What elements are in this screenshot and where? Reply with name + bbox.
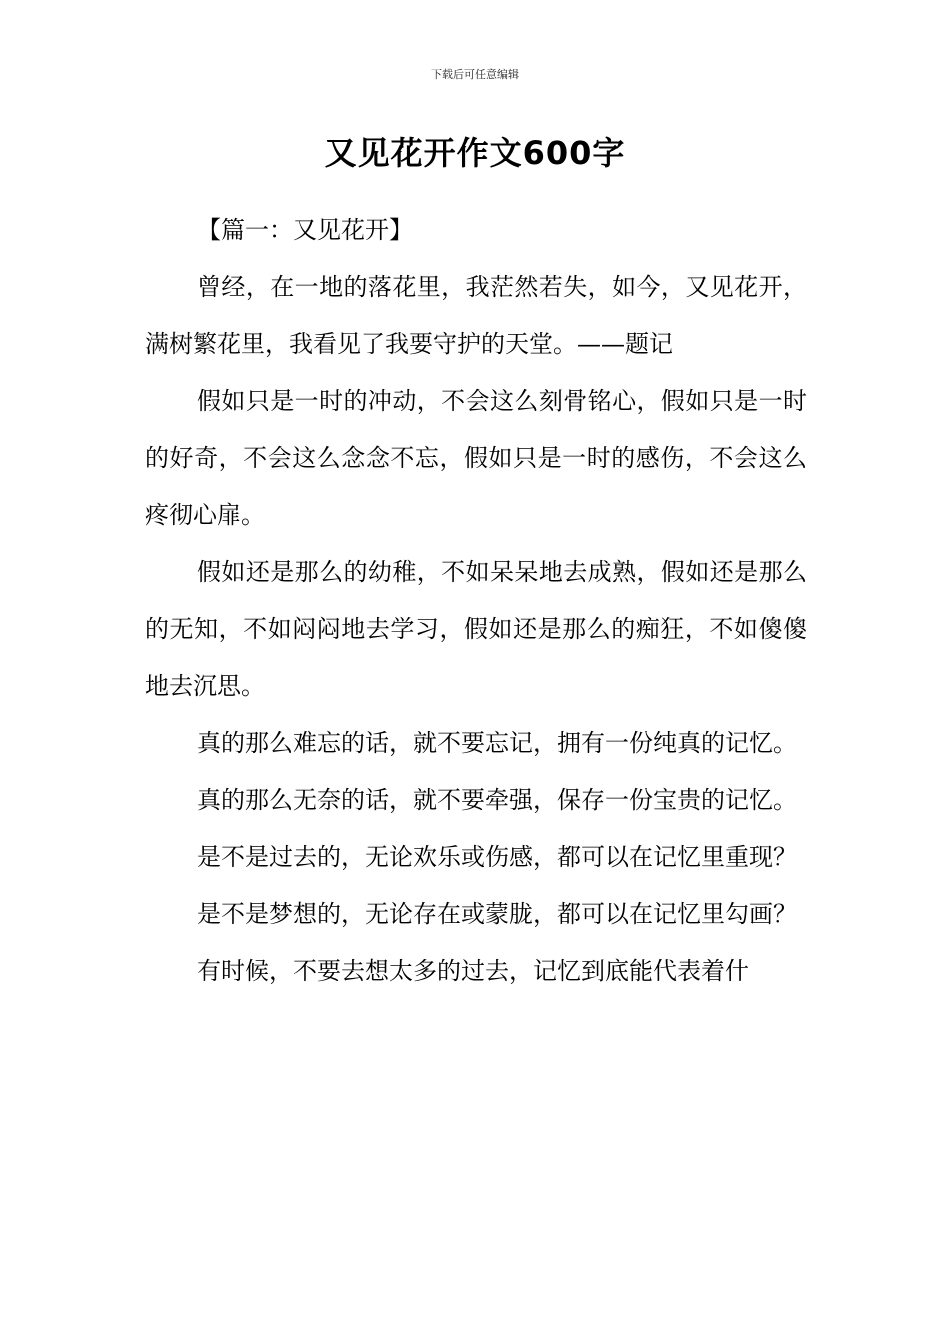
page-title: 又见花开作文600字 — [324, 134, 626, 172]
paragraph: 是不是过去的，无论欢乐或伤感，都可以在记忆里重现？ — [197, 843, 797, 871]
header-note: 下载后可任意编辑 — [431, 68, 519, 81]
paragraph: 真的那么难忘的话，就不要忘记，拥有一份纯真的记忆。 — [197, 729, 797, 757]
section-heading: 【篇一：又见花开】 — [197, 216, 413, 244]
paragraph: 真的那么无奈的话，就不要牵强，保存一份宝贵的记忆。 — [197, 786, 797, 814]
paragraph: 曾经，在一地的落花里，我茫然若失，如今，又见花开，满树繁花里，我看见了我要守护的天堂。——题记 — [145, 273, 807, 358]
article-body — [145, 202, 807, 1000]
paragraph: 假如只是一时的冲动，不会这么刻骨铭心，假如只是一时的好奇，不会这么念念不忘，假如只是一时的感伤，不会这么疼彻心扉。 — [145, 387, 807, 529]
paragraph: 是不是梦想的，无论存在或蒙胧，都可以在记忆里勾画？ — [197, 900, 797, 928]
paragraph: 假如还是那么的幼稚，不如呆呆地去成熟，假如还是那么的无知，不如闷闷地去学习，假如还是那么的痴狂，不如傻傻地去沉思。 — [145, 558, 807, 700]
paragraph: 有时候，不要去想太多的过去，记忆到底能代表着什 — [197, 957, 749, 985]
